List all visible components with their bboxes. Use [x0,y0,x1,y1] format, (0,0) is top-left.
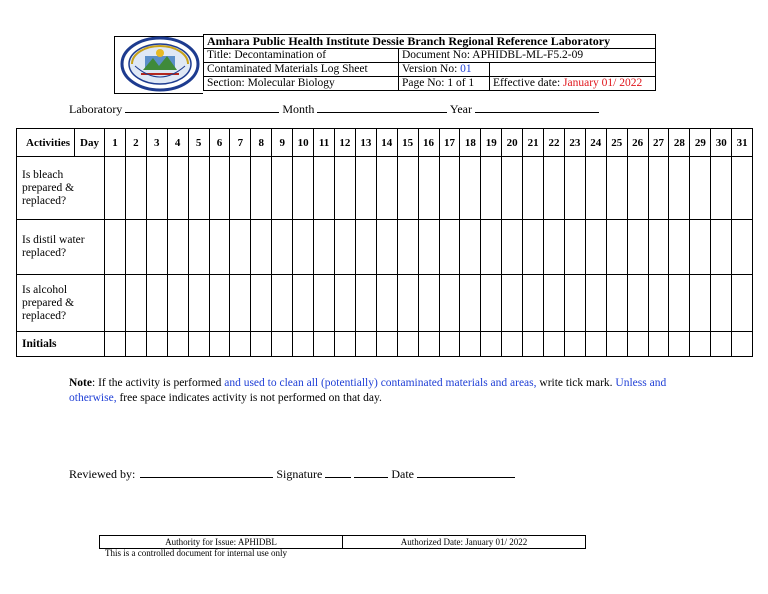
day-check-cell[interactable] [167,220,188,275]
activities-header: Activities [17,129,75,157]
day-check-cell[interactable] [669,220,690,275]
day-column-header: 20 [502,129,523,157]
initials-cell[interactable] [439,332,460,357]
day-column-header: 2 [125,129,146,157]
day-check-cell[interactable] [105,275,126,332]
day-check-cell[interactable] [355,275,376,332]
initials-cell[interactable] [355,332,376,357]
day-check-cell[interactable] [711,275,732,332]
note-text: Note: If the activity is performed and used to clean all (potentially) contaminated materials and areas, write tick mark. Unless and otherwise, free space indicates activity is not performed on that day. [69,377,667,404]
day-check-cell[interactable] [188,220,209,275]
day-check-cell[interactable] [251,275,272,332]
effective-date: Effective date: January 01/ 2022 [490,77,656,91]
initials-cell[interactable] [564,332,585,357]
day-column-header: 5 [188,129,209,157]
day-check-cell[interactable] [251,157,272,220]
day-check-cell[interactable] [711,220,732,275]
day-check-cell[interactable] [355,157,376,220]
day-column-header: 28 [669,129,690,157]
initials-cell[interactable] [230,332,251,357]
day-check-cell[interactable] [627,275,648,332]
day-check-cell[interactable] [502,157,523,220]
authorized-date: Authorized Date: January 01/ 2022 [343,536,586,549]
day-check-cell[interactable] [125,220,146,275]
initials-cell[interactable] [251,332,272,357]
day-check-cell[interactable] [439,157,460,220]
activity-label: Is distil water replaced? [17,220,105,275]
day-check-cell[interactable] [627,220,648,275]
initials-cell[interactable] [146,332,167,357]
institute-logo-icon [119,36,201,92]
day-check-cell[interactable] [669,157,690,220]
initials-label: Initials [17,332,105,357]
initials-cell[interactable] [669,332,690,357]
day-column-header: 1 [105,129,126,157]
initials-cell[interactable] [606,332,627,357]
day-check-cell[interactable] [606,275,627,332]
initials-cell[interactable] [690,332,711,357]
day-check-cell[interactable] [648,157,669,220]
day-column-header: 23 [564,129,585,157]
initials-cell[interactable] [502,332,523,357]
signature-field-b[interactable] [354,467,388,478]
day-check-cell[interactable] [460,220,481,275]
day-column-header: 16 [418,129,439,157]
day-check-cell[interactable] [376,157,397,220]
activity-row [17,275,753,332]
initials-cell[interactable] [481,332,502,357]
day-check-cell[interactable] [397,157,418,220]
day-check-cell[interactable] [418,157,439,220]
authority-for-issue: Authority for Issue: APHIDBL [100,536,343,549]
initials-row [17,332,753,357]
day-check-cell[interactable] [293,275,314,332]
day-check-cell[interactable] [105,157,126,220]
signature-label: Signature [276,467,323,481]
day-check-cell[interactable] [230,275,251,332]
initials-cell[interactable] [523,332,544,357]
day-check-cell[interactable] [188,275,209,332]
day-check-cell[interactable] [523,275,544,332]
initials-cell[interactable] [293,332,314,357]
day-column-header: 15 [397,129,418,157]
day-column-header: 30 [711,129,732,157]
day-check-cell[interactable] [481,220,502,275]
day-check-cell[interactable] [314,275,335,332]
document-header-table [203,34,656,91]
day-check-cell[interactable] [481,157,502,220]
lab-month-year-line [69,102,599,117]
day-check-cell[interactable] [669,275,690,332]
activity-row [17,220,753,275]
day-check-cell[interactable] [230,157,251,220]
day-column-header: 25 [606,129,627,157]
document-number: Document No: APHIDBL-ML-F5.2-09 [399,49,656,63]
day-check-cell[interactable] [251,220,272,275]
initials-cell[interactable] [209,332,230,357]
day-check-cell[interactable] [585,275,606,332]
day-column-header: 12 [334,129,355,157]
header-blank-cell [490,63,656,77]
day-check-cell[interactable] [544,157,565,220]
day-check-cell[interactable] [502,220,523,275]
day-check-cell[interactable] [105,220,126,275]
activity-row [17,157,753,220]
initials-cell[interactable] [418,332,439,357]
day-check-cell[interactable] [732,157,753,220]
day-check-cell[interactable] [272,157,293,220]
day-column-header: 31 [732,129,753,157]
day-check-cell[interactable] [564,157,585,220]
day-check-cell[interactable] [355,220,376,275]
day-check-cell[interactable] [460,157,481,220]
day-check-cell[interactable] [418,220,439,275]
day-check-cell[interactable] [439,275,460,332]
day-header: Day [75,129,105,157]
day-check-cell[interactable] [397,275,418,332]
day-check-cell[interactable] [334,157,355,220]
day-column-header: 21 [523,129,544,157]
day-check-cell[interactable] [188,157,209,220]
initials-cell[interactable] [188,332,209,357]
day-check-cell[interactable] [648,275,669,332]
day-column-header: 27 [648,129,669,157]
day-check-cell[interactable] [648,220,669,275]
reviewed-by-label: Reviewed by: [69,467,136,481]
initials-cell[interactable] [397,332,418,357]
day-check-cell[interactable] [606,220,627,275]
initials-cell[interactable] [585,332,606,357]
day-column-header: 13 [355,129,376,157]
activity-label: Is bleach prepared & replaced? [17,157,105,220]
controlled-document-notice: This is a controlled document for internal use only [105,548,287,558]
day-check-cell[interactable] [690,275,711,332]
day-check-cell[interactable] [732,275,753,332]
version-number: Version No: 01 [399,63,490,77]
day-check-cell[interactable] [334,275,355,332]
day-column-header: 22 [544,129,565,157]
day-check-cell[interactable] [544,220,565,275]
decontamination-log-table [16,128,753,357]
day-check-cell[interactable] [732,220,753,275]
initials-cell[interactable] [334,332,355,357]
day-check-cell[interactable] [314,220,335,275]
day-check-cell[interactable] [502,275,523,332]
day-check-cell[interactable] [293,220,314,275]
day-check-cell[interactable] [209,275,230,332]
day-column-header: 29 [690,129,711,157]
document-title-line2: Contaminated Materials Log Sheet [204,63,399,77]
day-column-header: 3 [146,129,167,157]
day-check-cell[interactable] [585,157,606,220]
day-check-cell[interactable] [544,275,565,332]
day-check-cell[interactable] [125,275,146,332]
day-check-cell[interactable] [272,275,293,332]
day-column-header: 19 [481,129,502,157]
day-column-header: 4 [167,129,188,157]
day-check-cell[interactable] [523,157,544,220]
section-name: Section: Molecular Biology [204,77,399,91]
day-check-cell[interactable] [376,220,397,275]
day-column-header: 10 [293,129,314,157]
initials-cell[interactable] [105,332,126,357]
date-label: Date [391,467,414,481]
day-check-cell[interactable] [418,275,439,332]
day-check-cell[interactable] [564,220,585,275]
initials-cell[interactable] [732,332,753,357]
day-check-cell[interactable] [585,220,606,275]
day-check-cell[interactable] [564,275,585,332]
footer-table [99,535,586,549]
initials-cell[interactable] [167,332,188,357]
day-check-cell[interactable] [397,220,418,275]
initials-cell[interactable] [544,332,565,357]
day-check-cell[interactable] [690,157,711,220]
day-column-header: 6 [209,129,230,157]
day-column-header: 11 [314,129,335,157]
day-check-cell[interactable] [711,157,732,220]
day-check-cell[interactable] [209,157,230,220]
initials-cell[interactable] [376,332,397,357]
day-check-cell[interactable] [439,220,460,275]
institute-name: Amhara Public Health Institute Dessie Branch Regional Reference Laboratory [204,35,656,49]
day-check-cell[interactable] [523,220,544,275]
date-field[interactable] [417,467,515,478]
day-check-cell[interactable] [230,220,251,275]
day-check-cell[interactable] [125,157,146,220]
page-number: Page No: 1 of 1 [399,77,490,91]
day-check-cell[interactable] [272,220,293,275]
day-check-cell[interactable] [314,157,335,220]
day-check-cell[interactable] [690,220,711,275]
day-check-cell[interactable] [460,275,481,332]
day-check-cell[interactable] [167,275,188,332]
day-check-cell[interactable] [627,157,648,220]
initials-cell[interactable] [627,332,648,357]
day-check-cell[interactable] [334,220,355,275]
initials-cell[interactable] [272,332,293,357]
day-column-header: 7 [230,129,251,157]
day-check-cell[interactable] [167,157,188,220]
month-label: Month [282,102,315,116]
initials-cell[interactable] [648,332,669,357]
day-check-cell[interactable] [209,220,230,275]
day-column-header: 24 [585,129,606,157]
initials-cell[interactable] [460,332,481,357]
day-check-cell[interactable] [146,157,167,220]
document-title-line1: Title: Decontamination of [204,49,399,63]
day-column-header: 9 [272,129,293,157]
initials-cell[interactable] [711,332,732,357]
initials-cell[interactable] [314,332,335,357]
review-line [69,467,515,482]
day-column-header: 14 [376,129,397,157]
day-column-header: 8 [251,129,272,157]
day-check-cell[interactable] [606,157,627,220]
day-check-cell[interactable] [146,220,167,275]
activity-label: Is alcohol prepared & replaced? [17,275,105,332]
day-check-cell[interactable] [146,275,167,332]
signature-field-a[interactable] [325,467,351,478]
month-field[interactable] [317,102,447,113]
day-column-header: 26 [627,129,648,157]
day-column-header: 18 [460,129,481,157]
year-label: Year [449,102,473,116]
laboratory-field[interactable] [125,102,279,113]
day-check-cell[interactable] [376,275,397,332]
laboratory-label: Laboratory [69,102,123,116]
initials-cell[interactable] [125,332,146,357]
day-check-cell[interactable] [293,157,314,220]
year-field[interactable] [475,102,599,113]
day-check-cell[interactable] [481,275,502,332]
day-column-header: 17 [439,129,460,157]
reviewed-by-field[interactable] [140,467,273,478]
